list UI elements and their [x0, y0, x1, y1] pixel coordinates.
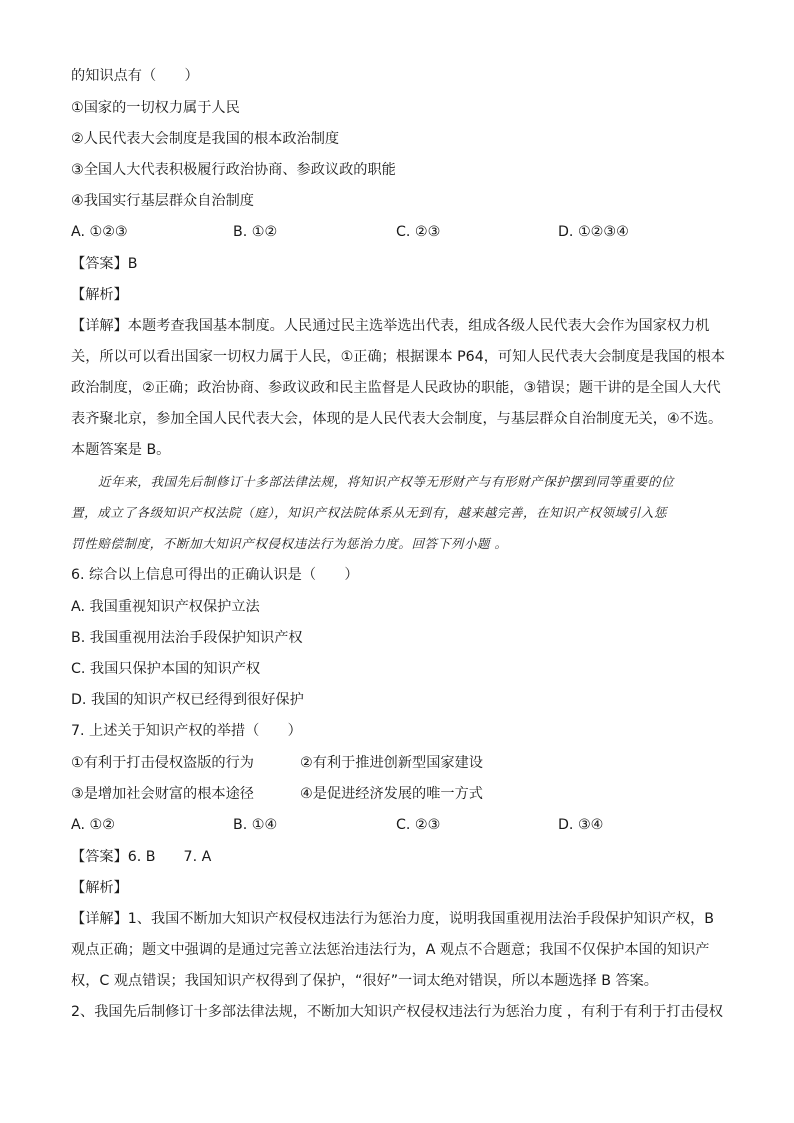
q5-detail-line-4: 表齐聚北京，参加全国人民代表大会，体现的是人民代表大会制度，与基层群众自治制度无关，④不选。	[71, 411, 723, 427]
q67-detail-line-4: 2、我国先后制修订十多部法律法规，不断加大知识产权侵权违法行为惩治力度 ，有利于有利于打击侵权	[71, 1004, 723, 1020]
passage-line-2: 置，成立了各级知识产权法院（庭），知识产权法院体系从无到有，越来越完善，在知识产权领域引入惩	[71, 505, 668, 520]
q5-statement-3: ③全国人大代表积极履行政治协商、参政议政的职能	[71, 162, 396, 178]
q7-statement-3: ③是增加社会财富的根本途径	[71, 786, 254, 802]
q7-statement-1: ①有利于打击侵权盗版的行为	[71, 755, 254, 771]
q6-option-b: B. 我国重视用法治手段保护知识产权	[71, 630, 303, 646]
answer-7: 7. A	[183, 849, 212, 865]
q5-statement-2: ②人民代表大会制度是我国的根本政治制度	[71, 131, 340, 147]
answer-6: 6. B	[127, 849, 156, 865]
q5-option-a: A. ①②③	[71, 224, 128, 240]
q5-detail-line-5: 本题答案是 B。	[71, 442, 171, 458]
answer-label: 【答案】	[71, 256, 128, 272]
q7-option-c: C. ②③	[396, 817, 441, 833]
q5-option-d: D. ①②③④	[558, 224, 629, 240]
q5-stem-tail: 的知识点有（ ）	[71, 68, 199, 84]
q6-option-c: C. 我国只保护本国的知识产权	[71, 661, 261, 677]
answer-label: 【答案】	[71, 849, 128, 865]
q5-detail-line-1: 【详解】本题考查我国基本制度。人民通过民主选举选出代表，组成各级人民代表大会作为国家权力机	[71, 318, 710, 334]
q5-detail-line-2: 关，所以可以看出国家一切权力属于人民，①正确；根据课本 P64，可知人民代表大会制度是我国的根本	[71, 349, 725, 365]
q6-option-a: A. 我国重视知识产权保护立法	[71, 599, 260, 615]
q7-option-b: B. ①④	[233, 817, 278, 833]
q7-statement-2: ②有利于推进创新型国家建设	[300, 755, 483, 771]
q5-option-c: C. ②③	[396, 224, 441, 240]
q5-answer	[71, 254, 138, 274]
q67-detail-line-2: 观点正确；题文中强调的是通过完善立法惩治违法行为，A 观点不合题意；我国不仅保护本国的知识产	[71, 942, 710, 958]
q7-statement-4: ④是促进经济发展的唯一方式	[300, 786, 483, 802]
q7-option-a: A. ①②	[71, 817, 115, 833]
q5-analysis-label: 【解析】	[71, 287, 128, 303]
q67-analysis-label: 【解析】	[71, 880, 128, 896]
q7-option-d: D. ③④	[558, 817, 604, 833]
passage-line-3: 罚性赔偿制度，不断加大知识产权侵权违法行为惩治力度。回答下列小题 。	[71, 536, 508, 551]
q6-option-d: D. 我国的知识产权已经得到很好保护	[71, 692, 304, 708]
q5-statement-4: ④我国实行基层群众自治制度	[71, 193, 254, 209]
q67-detail-line-3: 权，C 观点错误；我国知识产权得到了保护，“很好”一词太绝对错误，所以本题选择 B 答案。	[71, 973, 658, 989]
q7-stem: 7. 上述关于知识产权的举措（ ）	[71, 723, 302, 739]
q6-stem: 6. 综合以上信息可得出的正确认识是（ ）	[71, 567, 359, 583]
q5-statement-1: ①国家的一切权力属于人民	[71, 100, 240, 116]
q67-detail-line-1: 【详解】1、我国不断加大知识产权侵权违法行为惩治力度，说明我国重视用法治手段保护知识产权，B	[71, 911, 715, 927]
passage-line-1: 近年来，我国先后制修订十多部法律法规，将知识产权等无形财产与有形财产保护摆到同等重要的位	[98, 474, 675, 489]
q5-option-b: B. ①②	[233, 224, 278, 240]
answer-value: B	[127, 256, 138, 272]
q5-detail-line-3: 政治制度，②正确；政治协商、参政议政和民主监督是人民政协的职能，③错误；题干讲的是全国人大代	[71, 380, 721, 396]
q67-answer	[71, 847, 211, 867]
